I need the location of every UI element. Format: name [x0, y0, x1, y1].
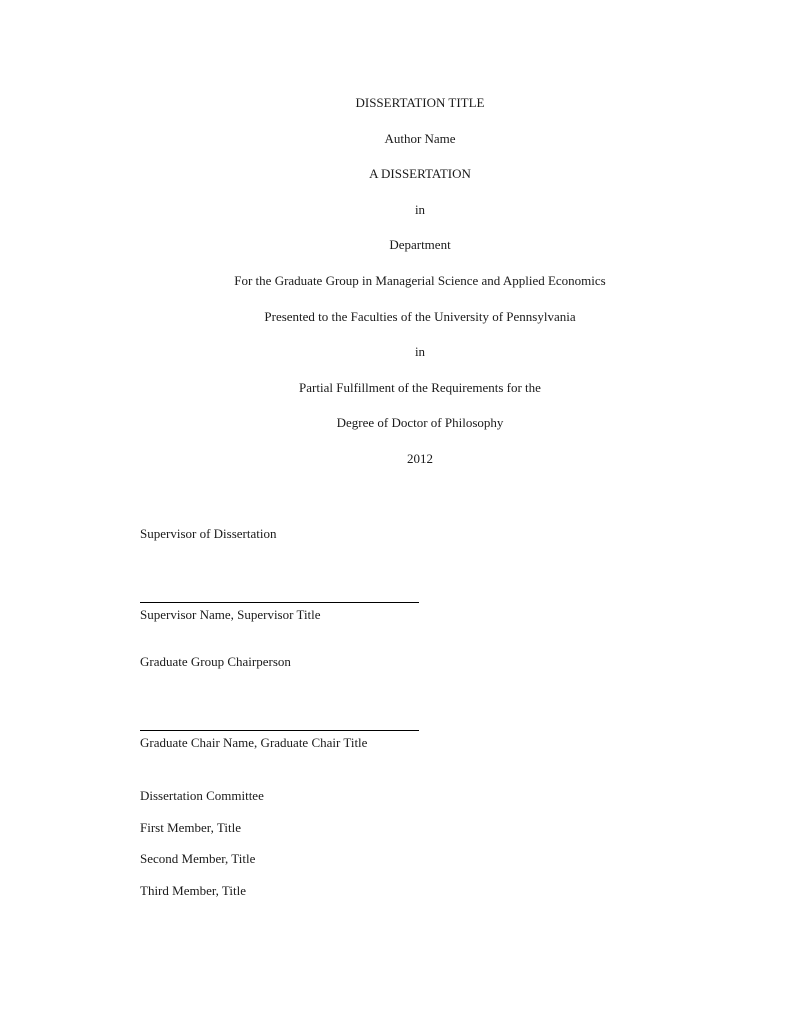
committee-member: First Member, Title: [140, 820, 241, 835]
chair-signature-line: [140, 730, 419, 731]
dissertation-title: DISSERTATION TITLE: [355, 95, 485, 110]
presented-to: Presented to the Faculties of the University of Pennsylvania: [264, 309, 576, 324]
fulfillment-text: Partial Fulfillment of the Requirements for the: [299, 380, 541, 395]
supervisor-heading: Supervisor of Dissertation: [140, 526, 277, 541]
department: Department: [389, 237, 451, 252]
committee-member: Third Member, Title: [140, 883, 247, 898]
author-name: Author Name: [384, 131, 456, 146]
document-type: A DISSERTATION: [369, 166, 471, 181]
graduate-group: For the Graduate Group in Managerial Science and Applied Economics: [234, 273, 606, 288]
chair-name: Graduate Chair Name, Graduate Chair Title: [140, 735, 368, 750]
committee-heading: Dissertation Committee: [140, 788, 264, 803]
committee-member: Second Member, Title: [140, 851, 256, 866]
supervisor-signature-line: [140, 602, 419, 603]
chair-heading: Graduate Group Chairperson: [140, 654, 291, 669]
in-text: in: [414, 202, 426, 217]
degree: Degree of Doctor of Philosophy: [336, 415, 504, 430]
year: 2012: [407, 451, 433, 466]
in-text: in: [414, 344, 426, 359]
supervisor-name: Supervisor Name, Supervisor Title: [140, 607, 321, 622]
